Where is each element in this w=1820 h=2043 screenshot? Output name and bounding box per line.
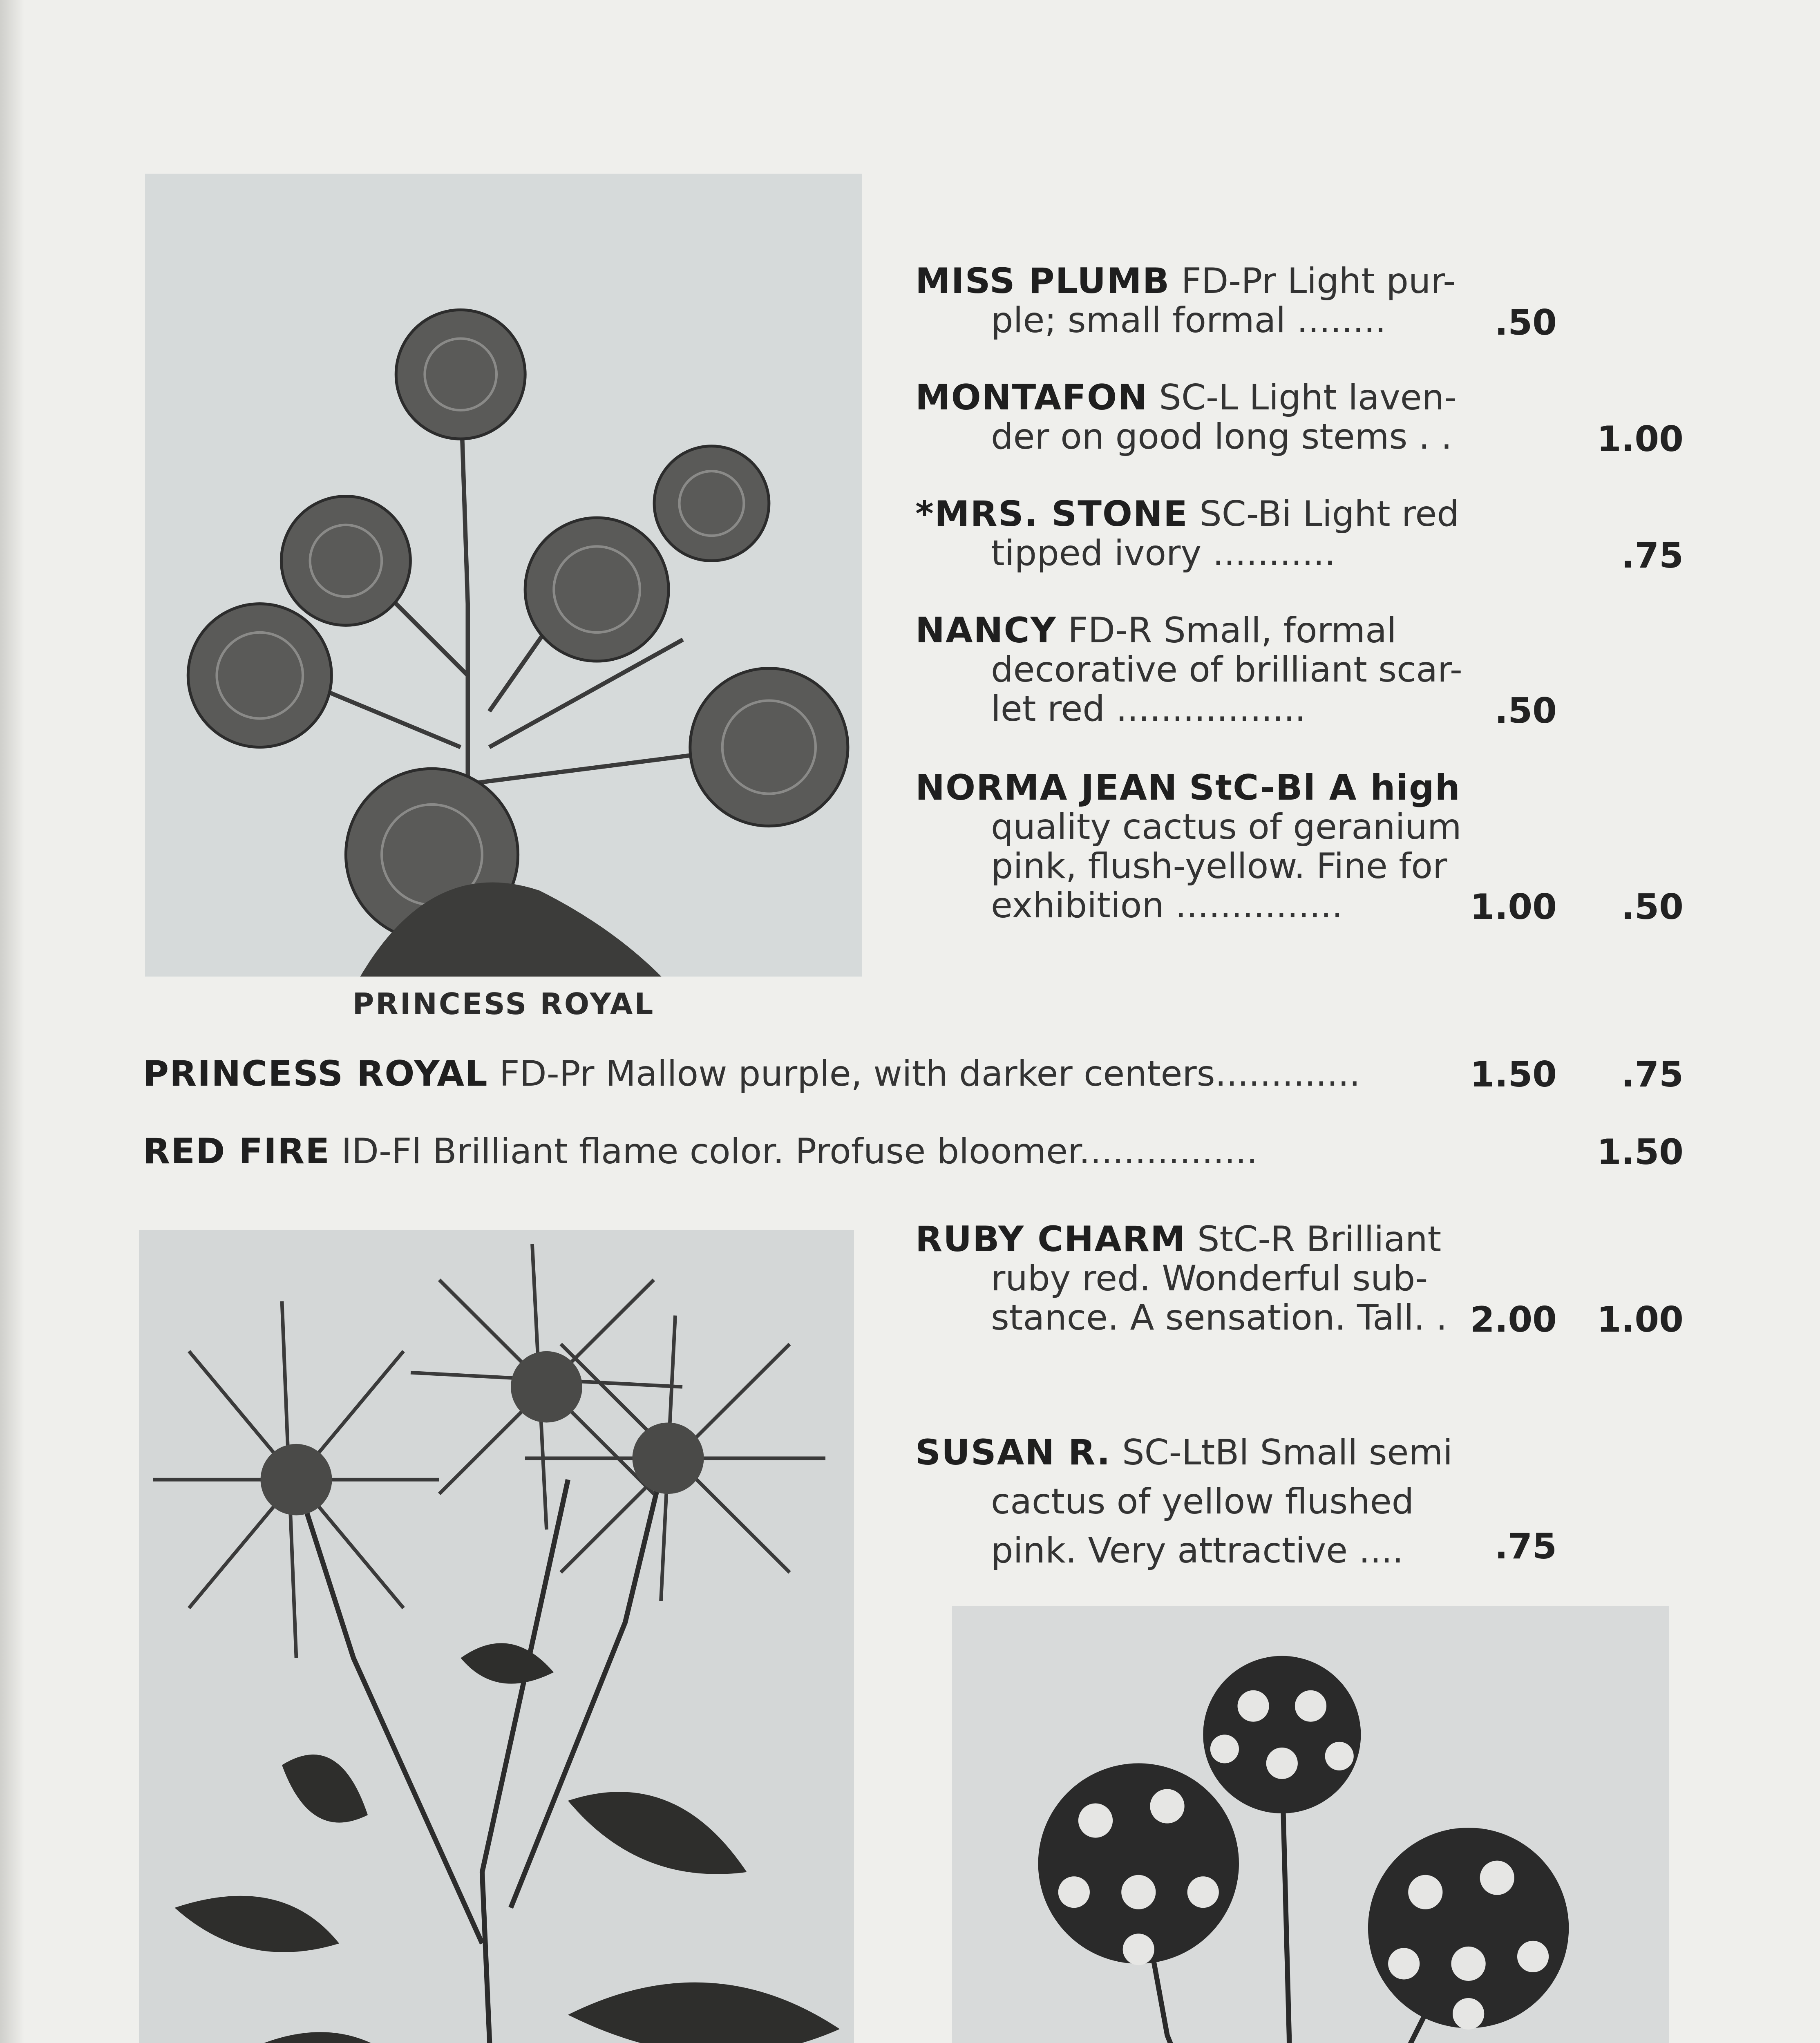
entry-text: StC-Bl A high: [1189, 767, 1461, 808]
price: .50: [1494, 691, 1557, 731]
page-gutter: [0, 0, 25, 2043]
entry-montafon: [915, 378, 1487, 456]
entry-text: der on good long stems . .: [991, 416, 1452, 457]
entry-text: FD-Pr Mallow purple, with darker centers.............: [499, 1053, 1360, 1094]
entry-text: ruby red. Wonderful sub-: [991, 1258, 1428, 1299]
price: .50: [1494, 302, 1557, 343]
entry-text: let red .................: [991, 688, 1306, 729]
entry-text: stance. A sensation. Tall. .: [991, 1297, 1447, 1338]
entry-text: FD-Pr Light pur-: [1181, 261, 1456, 302]
entry-text: FD-R Small, formal: [1068, 610, 1397, 651]
entry-name: MONTAFON: [915, 377, 1148, 418]
price: 1.00: [1596, 419, 1684, 460]
price: 1.50: [1596, 1132, 1684, 1173]
entry-name: RUBY CHARM: [915, 1219, 1186, 1260]
entry-name: NORMA JEAN: [915, 767, 1178, 808]
entry-name: PRINCESS ROYAL: [143, 1053, 488, 1094]
entry-name: NANCY: [915, 610, 1057, 651]
entry-text: pink. Very attractive ....: [991, 1530, 1404, 1571]
entry-text: tipped ivory ...........: [991, 533, 1336, 574]
entry-mrs-stone: [915, 494, 1487, 573]
entry-princess-royal: [143, 1054, 1491, 1093]
price: 1.50: [1470, 1054, 1557, 1095]
princess-royal-caption: PRINCESS ROYAL: [352, 987, 655, 1021]
entry-text: ple; small formal ........: [991, 300, 1386, 341]
entry-name: SUSAN R.: [915, 1432, 1111, 1473]
entry-name: RED FIRE: [143, 1131, 331, 1172]
entry-text: SC-LtBl Small semi: [1122, 1432, 1453, 1473]
price: .75: [1621, 1054, 1684, 1095]
price: 1.00: [1470, 887, 1557, 928]
zest-photo: [952, 1606, 1669, 2043]
entry-nancy: [915, 611, 1487, 729]
entry-susan-r: [915, 1428, 1487, 1575]
price: 2.00: [1470, 1299, 1557, 1340]
entry-text: StC-R Brilliant: [1197, 1219, 1442, 1260]
princess-royal-photo: [145, 174, 862, 977]
price: .50: [1621, 887, 1684, 928]
price: .75: [1494, 1526, 1557, 1567]
entry-text: SC-Bi Light red: [1199, 494, 1459, 534]
entry-ruby-charm: [915, 1220, 1487, 1337]
entry-norma-jean: [915, 768, 1487, 925]
entry-text: pink, flush-yellow. Fine for: [991, 846, 1447, 887]
entry-miss-plumb: [915, 262, 1487, 340]
entry-name: *MRS. STONE: [915, 494, 1188, 534]
entry-text: exhibition ...............: [991, 885, 1343, 926]
entry-red-fire: [143, 1132, 1491, 1171]
entry-text: quality cactus of geranium: [991, 807, 1462, 847]
entry-text: ID-Fl Brilliant flame color. Profuse bloomer................: [341, 1131, 1258, 1172]
entry-text: cactus of yellow flushed: [991, 1481, 1414, 1522]
entry-text: decorative of brilliant scar-: [991, 649, 1462, 690]
ruby-charm-photo: [139, 1230, 854, 2043]
price: .75: [1621, 535, 1684, 576]
entry-text: SC-L Light laven-: [1159, 377, 1457, 418]
entry-name: MISS PLUMB: [915, 261, 1170, 302]
price: 1.00: [1596, 1299, 1684, 1340]
